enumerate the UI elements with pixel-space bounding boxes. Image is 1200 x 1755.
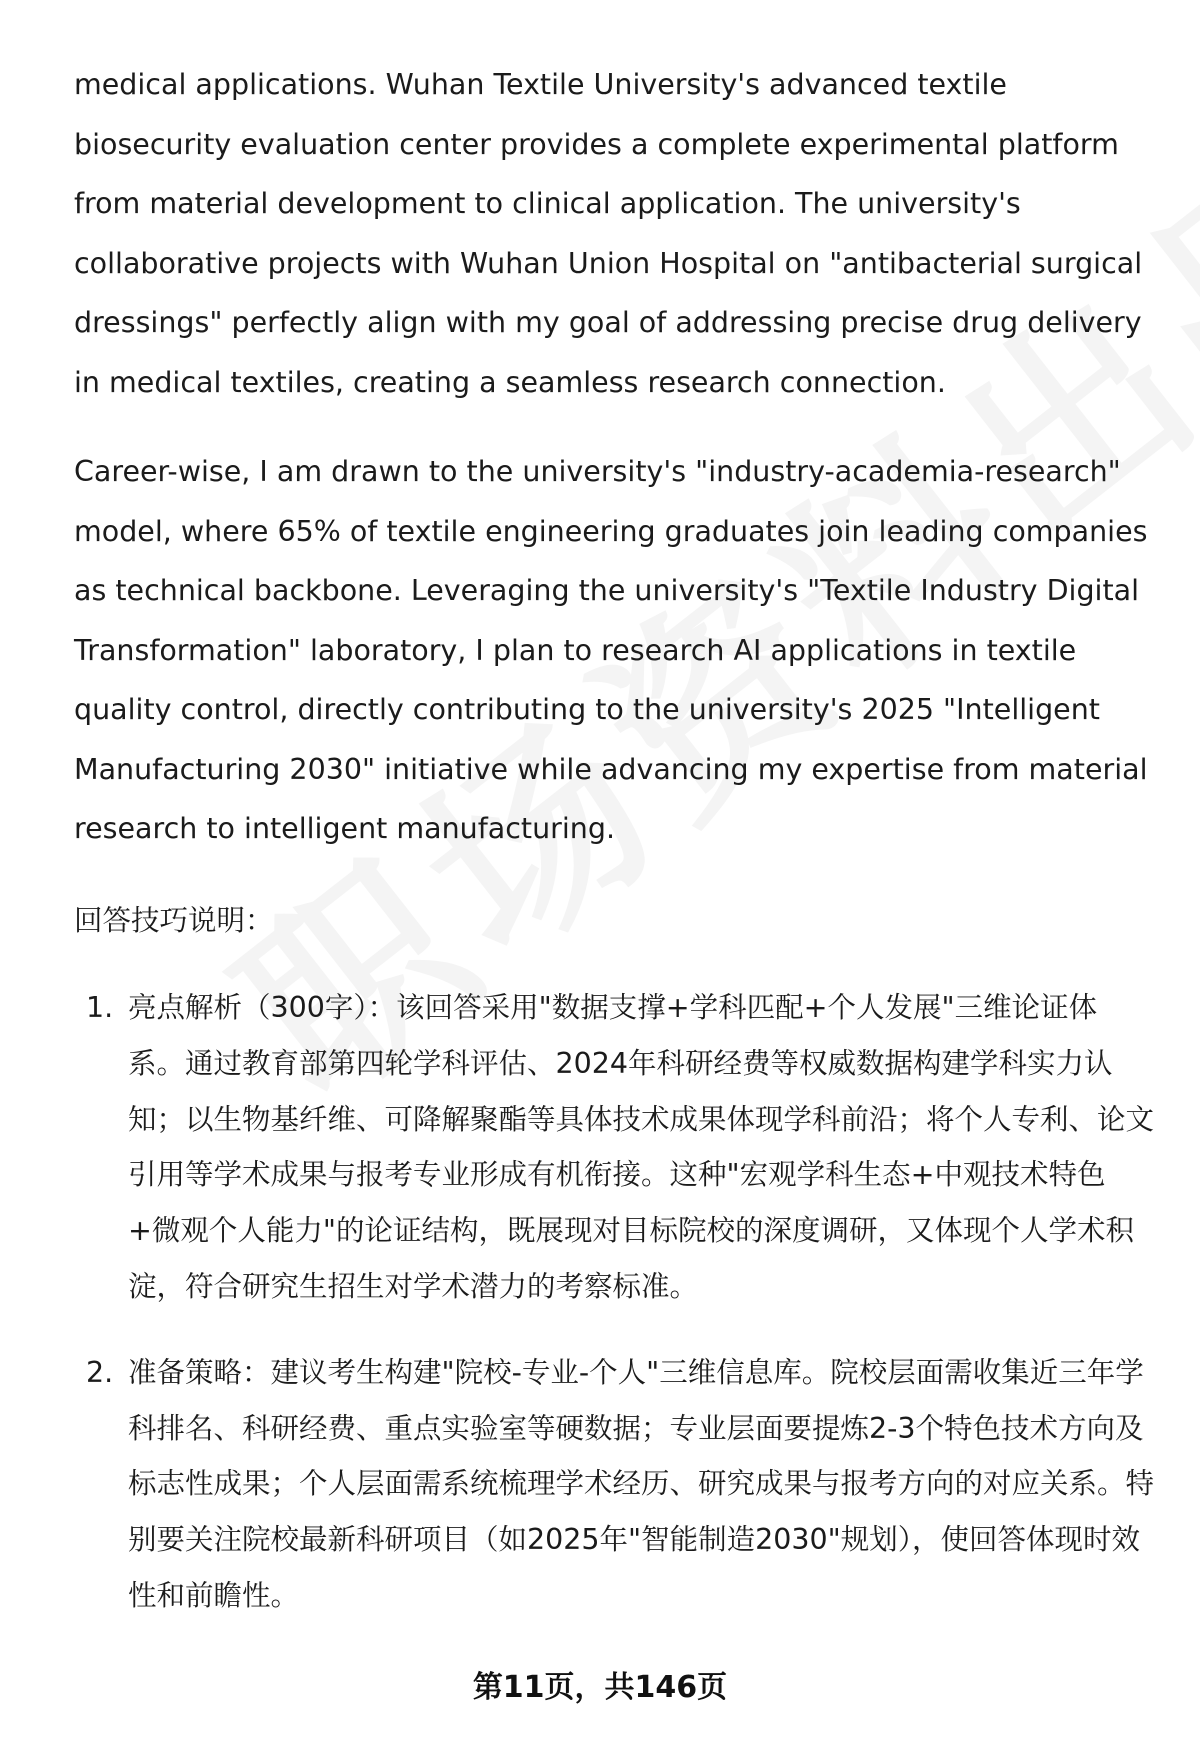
list-number: 2. [86, 1355, 114, 1389]
paragraph-medical-applications: medical applications. Wuhan Textile University's advanced textile biosecurity evaluation center provides a complete experimental platform from material development to clinical application. The university's collaborative projects with Wuhan Union Hospital on "antibacterial surgical dressings" perfectly align with my goal of addressing precise drug delivery in medical textiles, creating a seamless research connection. [74, 68, 1143, 399]
tips-list-item [74, 980, 1154, 1315]
tips-list [74, 980, 1154, 1624]
paragraph-career: Career-wise, I am drawn to the university's "industry-academia-research" model, where 65% of textile engineering graduates join leading companies as technical backbone. Leveraging the university's "Textile Industry Digital Transformation" laboratory, I plan to research AI applications in textile quality control, directly contributing to the university's 2025 "Intelligent Manufacturing 2030" initiative while advancing my expertise from material research to intelligent manufacturing. [74, 455, 1148, 845]
list-number: 1. [86, 991, 114, 1024]
list-item-text: 亮点解析（300字）：该回答采用"数据支撑+学科匹配+个人发展"三维论证体系。通过教育部第四轮学科评估、2024年科研经费等权威数据构建学科实力认知；以生物基纤维、可降解聚酯等具体技术成果体现学科前沿；将个人专利、论文引用等学术成果与报考专业形成有机衔接。这种"宏观学科生态+中观技术特色+微观个人能力"的论证结构，既展现对目标院校的深度调研，又体现个人学术积淀，符合研究生招生对学术潜力的考察标准。 [128, 991, 1155, 1303]
tips-list-item [74, 1345, 1154, 1624]
tips-title: 回答技巧说明： [74, 903, 274, 937]
page-content [74, 55, 1154, 1624]
list-item-text: 准备策略：建议考生构建"院校-专业-个人"三维信息库。院校层面需收集近三年学科排名、科研经费、重点实验室等硬数据；专业层面要提炼2-3个特色技术方向及标志性成果；个人层面需系统梳理学术经历、研究成果与报考方向的对应关系。特别要关注院校最新科研项目（如2025年"智能制造2030"规划），使回答体现时效性和前瞻性。 [128, 1355, 1155, 1612]
page-footer: 第11页，共146页 [472, 1670, 728, 1705]
